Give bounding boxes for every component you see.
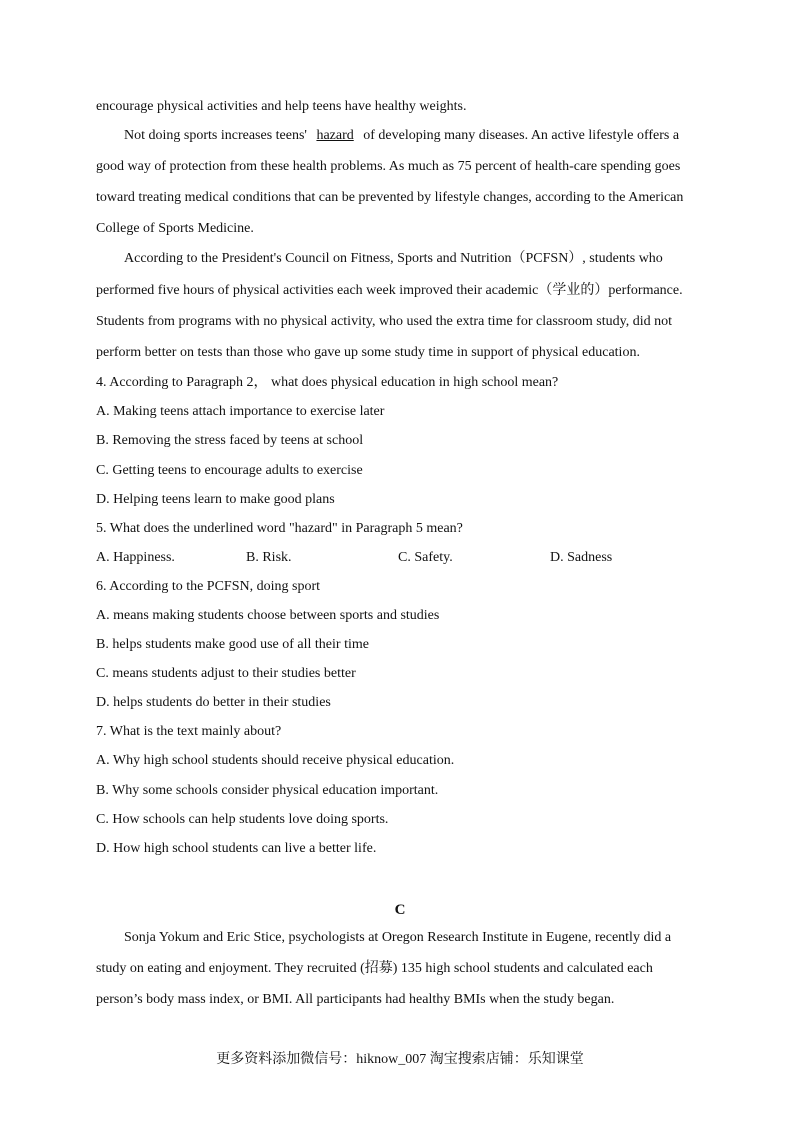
passage-line: toward treating medical conditions that can be prevented by lifestyle changes, according to the American	[96, 190, 684, 205]
passage-line	[124, 127, 679, 145]
option: C. means students adjust to their studies better	[96, 666, 356, 681]
option: B. Why some schools consider physical education important.	[96, 783, 439, 798]
section-heading: C	[394, 902, 406, 918]
option: D. helps students do better in their studies	[96, 695, 331, 710]
underlined-word: hazard	[316, 128, 354, 143]
page-footer: 更多资料添加微信号：hiknow_007 淘宝搜索店铺：乐知课堂	[216, 1052, 584, 1067]
passage-line: College of Sports Medicine.	[96, 221, 254, 236]
question-6: 6. According to the PCFSN, doing sport	[96, 579, 321, 594]
passage-text: Not doing sports increases teens'	[124, 128, 307, 143]
option: B. Removing the stress faced by teens at school	[96, 433, 364, 448]
passage-line: good way of protection from these health problems. As much as 75 percent of health-care spending goes	[96, 159, 681, 174]
passage-line: perform better on tests than those who gave up some study time in support of physical education.	[96, 345, 640, 360]
option: A. means making students choose between sports and studies	[96, 608, 440, 623]
question-7: 7. What is the text mainly about?	[96, 724, 282, 739]
passage-line: According to the President's Council on Fitness, Sports and Nutrition（PCFSN）, students who	[124, 251, 663, 266]
option: D. Sadness	[550, 550, 613, 565]
option: D. Helping teens learn to make good plans	[96, 492, 335, 507]
option: C. Getting teens to encourage adults to exercise	[96, 463, 363, 478]
passage-line: study on eating and enjoyment. They recruited (招募) 135 high school students and calculated each	[96, 961, 653, 976]
question-4: 4. According to Paragraph 2， what does physical education in high school mean?	[96, 375, 559, 390]
option: C. Safety.	[398, 550, 453, 565]
passage-line: performed five hours of physical activities each week improved their academic（学业的）performance.	[96, 283, 683, 298]
option: A. Making teens attach importance to exercise later	[96, 404, 385, 419]
passage-line: encourage physical activities and help teens have healthy weights.	[96, 99, 467, 114]
option: B. Risk.	[246, 550, 292, 565]
question-5: 5. What does the underlined word "hazard" in Paragraph 5 mean?	[96, 521, 463, 536]
passage-text: of developing many diseases. An active lifestyle offers a	[363, 128, 680, 143]
option: B. helps students make good use of all their time	[96, 637, 369, 652]
option: D. How high school students can live a better life.	[96, 841, 377, 856]
passage-line: person’s body mass index, or BMI. All participants had healthy BMIs when the study began.	[96, 992, 615, 1007]
passage-line: Students from programs with no physical activity, who used the extra time for classroom study, did not	[96, 314, 672, 329]
option: C. How schools can help students love doing sports.	[96, 812, 389, 827]
option: A. Happiness.	[96, 550, 175, 565]
option: A. Why high school students should receive physical education.	[96, 753, 455, 768]
passage-line: Sonja Yokum and Eric Stice, psychologists at Oregon Research Institute in Eugene, recently did a	[124, 930, 672, 945]
